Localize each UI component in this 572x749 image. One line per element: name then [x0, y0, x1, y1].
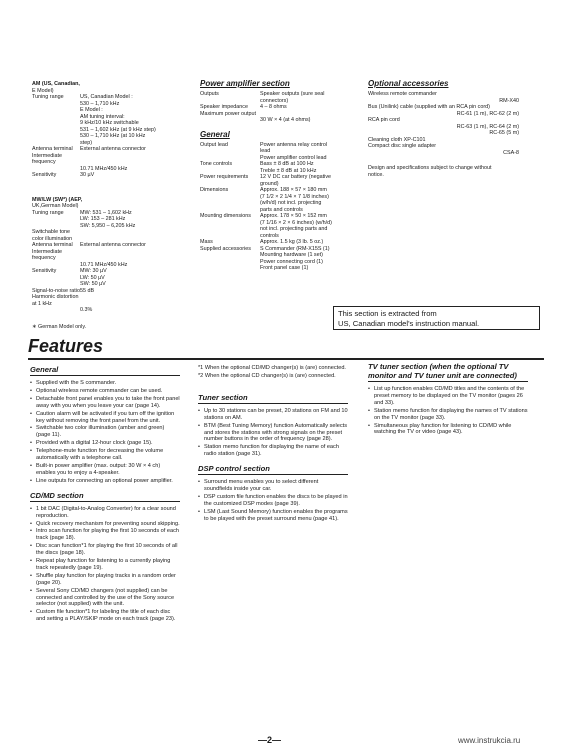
tuner-feature-list: [198, 408, 348, 458]
spec-key: Dimensions: [200, 187, 229, 193]
specs-right-column: [368, 79, 533, 178]
spec-key: Power requirements: [200, 174, 249, 180]
spec-value-line: ground): [260, 180, 279, 187]
spec-key: Sensitivity: [32, 172, 57, 178]
feature-item: • Quick recovery mechanism for preventing sound skipping.: [30, 521, 180, 528]
footnote-1: *1 When the optional CD/MD changer(s) is (are) connected.: [198, 365, 346, 371]
spec-value-line: Speaker outputs (sure seal: [260, 91, 325, 97]
spec-value: [260, 187, 340, 213]
feature-item: • Provided with a digital 12-hour clock (page 15).: [30, 440, 180, 447]
dsp-feature-list: [198, 479, 348, 522]
extract-note-line2: US, Canadian model's instruction manual.: [338, 319, 480, 328]
features-col3: [368, 362, 528, 442]
spec-row: [200, 117, 340, 124]
spec-row: [200, 174, 340, 187]
spec-value-line: step): [80, 139, 92, 146]
feature-item: • Repeat play function for listening to a currently playing track repeatedly (page 19).: [30, 558, 180, 572]
spec-row: [32, 153, 177, 166]
spec-key: Tone controls: [200, 161, 233, 167]
spec-value: [80, 307, 177, 314]
optional-accessories-title: Optional accessories: [368, 79, 449, 88]
footnote-2: *2 When the optional CD changer(s) is (are) connected.: [198, 372, 336, 379]
spec-value-line: Power connecting cord (1): [260, 258, 323, 265]
spec-row: [32, 94, 177, 146]
spec-value-line: (7 1/2 × 2 1/4 × 7 1/8 inches): [260, 193, 329, 200]
feature-item: • Simultaneous play function for listening to CD/MD while watching the TV or video (page 43).: [368, 423, 528, 437]
spec-row: [32, 307, 177, 314]
features-col2: [198, 365, 348, 529]
spec-key: Mass: [200, 239, 213, 245]
spec-value-line: Bass ± 8 dB at 100 Hz: [260, 161, 314, 167]
feature-item: • Supplied with the S commander.: [30, 380, 180, 387]
spec-value: [80, 229, 177, 242]
spec-key: Maximum power output: [200, 110, 257, 117]
spec-value-line: 530 – 1,710 kHz: [80, 100, 120, 107]
spec-value-line: Power antenna relay control: [260, 141, 328, 148]
spec-key: Sensitivity: [32, 268, 57, 274]
spec-value-line: 531 – 1,602 kHz (at 9 kHz step): [80, 126, 156, 133]
dsp-section-title: DSP control section: [198, 464, 348, 475]
spec-value-line: Treble ± 8 dB at 10 kHz: [260, 167, 317, 174]
spec-value: [260, 142, 340, 162]
spec-value-line: LW: 50 µV: [80, 274, 105, 281]
spec-key: Signal-to-noise ratio: [32, 287, 80, 294]
spec-row: [32, 268, 177, 288]
cdmd-feature-list: [30, 506, 180, 624]
spec-value: [80, 268, 177, 288]
am-spec-block: [32, 81, 177, 179]
spec-value-line: Approx. 188 × 57 × 180 mm: [260, 187, 327, 193]
accessory-line: RC-63 (1 m), RC-64 (2 m): [456, 123, 519, 130]
spec-key: Intermediate frequency: [32, 152, 62, 165]
spec-value-line: MW: 30 µV: [80, 268, 107, 274]
german-model-note: ∗ German Model only.: [32, 323, 87, 330]
feature-item: • Disc scan function*1 for playing the first 10 seconds of all the discs (page 18).: [30, 543, 180, 557]
mwlw-spec-block: [32, 197, 177, 331]
tv-feature-list: [368, 386, 528, 436]
spec-row: [200, 161, 340, 174]
spec-value-line: Approx. 178 × 50 × 152 mm: [260, 213, 327, 219]
spec-value: [260, 174, 340, 187]
spec-key: [32, 307, 80, 314]
power-spec-rows: [200, 91, 340, 124]
extract-note-box: [333, 306, 540, 330]
feature-item: • Switchable two color illumination (amber and green) (page 11).: [30, 425, 180, 439]
am-heading: AM (US, Canadian,: [32, 81, 80, 87]
spec-value-line: US, Canadian Model :: [80, 94, 133, 100]
general-feature-list: [30, 380, 180, 485]
spec-row: [200, 187, 340, 213]
spec-value-line: 530 – 1,710 kHz (at 10 kHz: [80, 133, 146, 139]
spec-row: [200, 213, 340, 239]
feature-item: • LSM (Last Sound Memory) function enables the programs to be played with the preset surround menu (page 41).: [198, 509, 348, 523]
feature-item: • BTM (Best Tuning Memory) function Automatically selects and stores the stations with strong signals on the preset number buttons in the order of frequency (page 28).: [198, 423, 348, 444]
spec-value-line: AM tuning interval:: [80, 113, 125, 120]
accessory-line: RC-65 (5 m): [489, 130, 519, 136]
spec-value-line: 30 µV: [80, 172, 95, 178]
spec-value-line: SW: 50 µV: [80, 281, 106, 287]
spec-value-line: 10.71 MHz/450 kHz: [80, 165, 128, 172]
accessory-line: CSA-8: [503, 149, 519, 156]
spec-key: Outputs: [200, 91, 219, 97]
spec-value: [260, 117, 340, 124]
spec-value-line: connectors): [260, 97, 289, 104]
spec-value-line: SW: 5,950 – 6,205 kHz: [80, 222, 136, 229]
feature-item: • Built-in power amplifier (max. output: 30 W × 4 ch) enables you to enjoy a 4-speaker.: [30, 463, 180, 477]
spec-row: [200, 246, 340, 272]
spec-value: [80, 153, 177, 166]
specs-left-column: [32, 81, 177, 336]
spec-key: Harmonic distortion at 1 kHz: [32, 294, 79, 307]
spec-value-line: Mounting hardware (1 set): [260, 252, 323, 258]
feature-item: • 1 bit DAC (Digital-to-Analog Converter) for a clear sound reproduction.: [30, 506, 180, 520]
feature-item: • Up to 30 stations can be preset, 20 stations on FM and 10 stations on AM.: [198, 408, 348, 422]
page-number: —2—: [258, 735, 282, 745]
spec-value-line: (w/h/d) not incl. projecting: [260, 200, 322, 206]
feature-item: • DSP custom file function enables the discs to be played in the customized DSP modes (page 39).: [198, 494, 348, 508]
am-heading-sub: E Model): [32, 87, 54, 94]
feature-item: • Detachable front panel enables you to take the front panel away with you when you leave your car (page 14).: [30, 396, 180, 410]
spec-value-line: S Commander (RM-X15S (1): [260, 245, 330, 252]
spec-value-line: 10.71 MHz/450 kHz: [80, 261, 128, 268]
spec-value: [260, 213, 340, 239]
spec-row: [200, 142, 340, 162]
spec-row: [32, 249, 177, 262]
spec-key: [200, 117, 260, 124]
spec-row: [32, 172, 177, 179]
spec-value: [260, 246, 340, 272]
feature-item: • Station memo function for displaying the name of each radio station (page 31).: [198, 444, 348, 458]
spec-value: [260, 91, 340, 104]
spec-value: [260, 161, 340, 174]
spec-key: Output lead: [200, 141, 228, 148]
spec-value-line: Approx. 1.5 kg (3 lb. 5 oz.): [260, 239, 324, 245]
mwlw-heading-sub: UK,German Model): [32, 203, 79, 209]
spec-value-line: External antenna connector: [80, 146, 146, 152]
features-rule: [28, 358, 544, 360]
spec-value-line: External antenna connector: [80, 242, 146, 248]
general-title: General: [200, 129, 230, 139]
spec-value: [80, 249, 177, 262]
feature-item: • Shuffle play function for playing tracks in a random order (page 20).: [30, 573, 180, 587]
specs-mid-column: [200, 79, 340, 272]
spec-value-line: LW: 153 – 281 kHz: [80, 216, 126, 222]
spec-value-line: 30 W × 4 (at 4 ohms): [260, 117, 311, 123]
spec-row: [32, 210, 177, 230]
spec-key: Tuning range: [32, 94, 64, 100]
feature-item: • Line outputs for connecting an optional power amplifier.: [30, 478, 180, 485]
spec-value-line: Power amplifier control lead: [260, 154, 327, 161]
spec-key: Antenna terminal: [32, 146, 73, 152]
spec-value-line: (7 1/16 × 2 × 6 inches) (w/h/d): [260, 219, 332, 226]
accessory-line: RM-X40: [499, 97, 519, 104]
design-notice: Design and specifications subject to change without notice.: [368, 165, 492, 178]
spec-value: [80, 210, 177, 230]
feature-item: • Several Sony CD/MD changers (not supplied) can be connected and controlled by the use of the Sony source selector (not supplied) with the unit.: [30, 588, 180, 609]
spec-value-line: not incl. projecting parts and: [260, 226, 328, 232]
feature-item: • Surround menu enables you to select different soundfields inside your car.: [198, 479, 348, 493]
accessory-line: Cleaning cloth XP-C101: [368, 136, 426, 143]
watermark-url: www.instrukcia.ru: [458, 736, 521, 745]
spec-key: Mounting dimensions: [200, 213, 251, 219]
spec-value-line: lead: [260, 148, 271, 154]
general-section-title: General: [30, 365, 180, 376]
feature-item: • Station memo function for displaying the names of TV stations on the TV monitor (page 33).: [368, 408, 528, 422]
spec-value-line: 0.3%: [80, 307, 93, 313]
feature-item: • Intro scan function for playing the first 10 seconds of each track (page 18).: [30, 528, 180, 542]
feature-item: • Caution alarm will be activated if you turn off the ignition key without removing the front panel from the unit.: [30, 411, 180, 425]
features-title: Features: [28, 336, 104, 356]
accessory-line: Wireless remote commander: [368, 91, 437, 97]
spec-value: [80, 294, 177, 307]
mwlw-spec-rows: [32, 210, 177, 314]
spec-key: Speaker impedance: [200, 104, 248, 110]
spec-row: [32, 229, 177, 242]
spec-value-line: MW: 531 – 1,602 kHz: [80, 209, 132, 216]
spec-value-line: 9 kHz/10 kHz switchable: [80, 120, 139, 126]
spec-value-line: parts and controls: [260, 206, 303, 213]
spec-row: [200, 91, 340, 104]
spec-row: [32, 294, 177, 307]
accessory-line: Compact disc single adapter: [368, 143, 437, 149]
feature-item: • List up function enables CD/MD titles and the contents of the preset memory to be displayed on the TV monitor (pages 26 and 33).: [368, 386, 528, 407]
features-col1: [30, 365, 180, 629]
spec-key: Antenna terminal: [32, 242, 73, 248]
feature-item: • Custom file function*1 for labeling the title of each disc and setting a PLAY/SKIP mode on each track (page 23).: [30, 609, 180, 623]
accessory-line: RCA pin cord: [368, 117, 400, 123]
power-amplifier-title: Power amplifier section: [200, 79, 290, 88]
am-spec-rows: [32, 94, 177, 179]
spec-value-line: E Model :: [80, 107, 103, 113]
spec-value: [80, 94, 177, 146]
spec-value-line: controls: [260, 232, 279, 239]
accessory-line: RC-61 (1 m), RC-62 (2 m): [456, 110, 519, 117]
tv-section-title: TV tuner section (when the optional TV monitor and TV tuner unit are connected): [368, 362, 528, 382]
feature-item: • Optional wireless remote commander can be used.: [30, 388, 180, 395]
mwlw-heading: MW/LW (SW*) (AEP,: [32, 196, 83, 203]
spec-key: Tuning range: [32, 209, 64, 216]
spec-value-line: Front panel case (1): [260, 265, 309, 271]
spec-value-line: 55 dB: [80, 287, 95, 294]
spec-value-line: 12 V DC car battery (negative: [260, 174, 332, 180]
tuner-section-title: Tuner section: [198, 393, 348, 404]
spec-value-line: 4 – 8 ohms: [260, 104, 287, 110]
cdmd-section-title: CD/MD section: [30, 491, 180, 502]
spec-key: Intermediate frequency: [32, 248, 62, 261]
spec-key: Supplied accessories: [200, 245, 251, 252]
spec-value: [80, 172, 177, 179]
spec-key: Switchable tone color illumination: [32, 229, 73, 242]
feature-item: • Telephone-mute function for decreasing the volume automatically with a telephone call.: [30, 448, 180, 462]
general-spec-rows: [200, 142, 340, 272]
accessories-list: [368, 91, 533, 156]
extract-note-line1: This section is extracted from: [338, 309, 437, 318]
accessory-line: Bus (Unilink) cable (supplied with an RCA pin cord): [368, 104, 490, 110]
